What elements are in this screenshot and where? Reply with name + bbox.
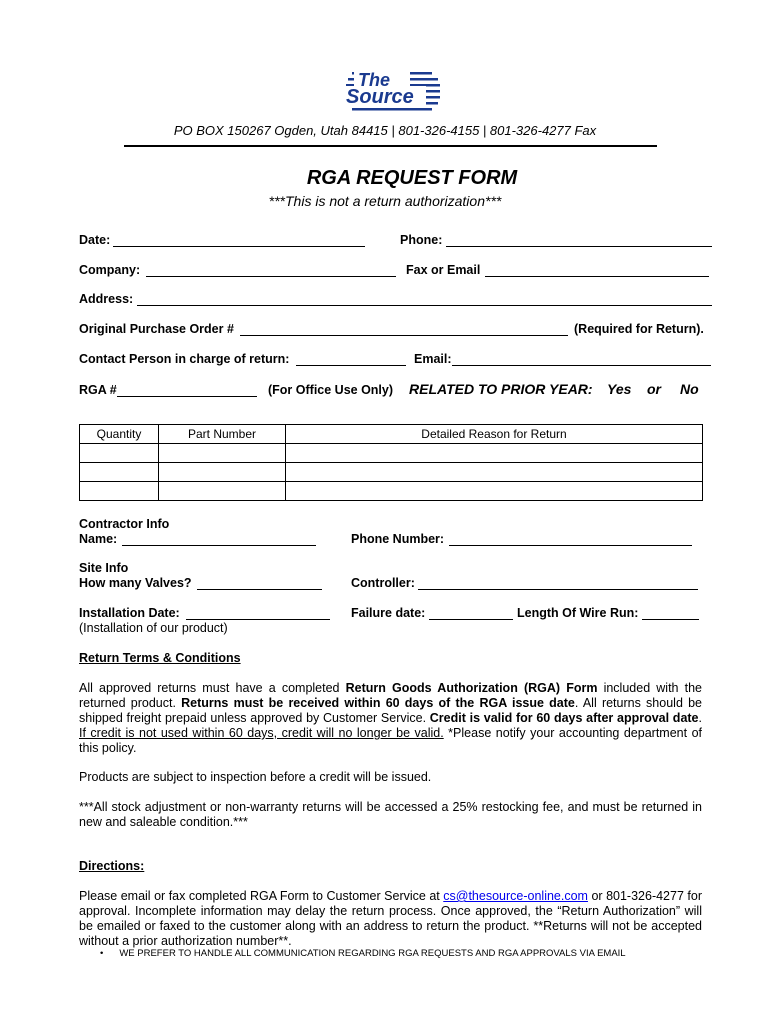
reason-cell[interactable] bbox=[286, 482, 703, 501]
email-label: Email: bbox=[414, 352, 452, 366]
table-header-row bbox=[80, 425, 703, 444]
valves-label: How many Valves? bbox=[79, 576, 192, 590]
return-items-table bbox=[79, 424, 703, 501]
customer-service-email-link[interactable]: cs@thesource-online.com bbox=[443, 889, 588, 903]
reason-cell[interactable] bbox=[286, 463, 703, 482]
address-field[interactable] bbox=[137, 305, 712, 306]
fax-email-label: Fax or Email bbox=[406, 263, 481, 277]
form-title: RGA REQUEST FORM bbox=[306, 167, 518, 189]
bullet-icon: • bbox=[100, 948, 104, 959]
logo-text-the: The bbox=[358, 70, 391, 90]
part-number-cell[interactable] bbox=[159, 444, 286, 463]
prior-year-label: RELATED TO PRIOR YEAR: bbox=[409, 381, 593, 397]
table-row bbox=[80, 482, 703, 501]
install-date-field[interactable] bbox=[186, 619, 330, 620]
prior-year-yes[interactable]: Yes bbox=[607, 381, 632, 397]
header-quantity: Quantity bbox=[80, 425, 159, 444]
wire-run-field[interactable] bbox=[642, 619, 699, 620]
rga-label: RGA # bbox=[79, 383, 117, 397]
wire-run-label: Length Of Wire Run: bbox=[517, 606, 639, 620]
part-number-cell[interactable] bbox=[159, 482, 286, 501]
form-subtitle: ***This is not a return authorization*** bbox=[268, 193, 502, 209]
reason-cell[interactable] bbox=[286, 444, 703, 463]
table-row bbox=[80, 463, 703, 482]
po-field[interactable] bbox=[240, 335, 568, 336]
company-field[interactable] bbox=[146, 276, 396, 277]
directions-heading: Directions: bbox=[79, 859, 145, 873]
phone-field[interactable] bbox=[446, 246, 712, 247]
prior-year-no[interactable]: No bbox=[680, 381, 699, 397]
quantity-cell[interactable] bbox=[80, 444, 159, 463]
fax-email-field[interactable] bbox=[485, 276, 709, 277]
po-note: (Required for Return). bbox=[574, 322, 704, 336]
failure-date-label: Failure date: bbox=[351, 606, 426, 620]
company-logo bbox=[338, 66, 446, 118]
terms-paragraph: All approved returns must have a completed Return Goods Authorization (RGA) Form included with the returned product. Returns must be received within 60 days of the RGA issue date. All returns should be shipped freight prepaid unless approved by Customer Service. Credit is valid for 60 days after approval date. If credit is not used within 60 days, credit will no longer be valid. *Please notify your accounting department of this policy. bbox=[79, 681, 703, 755]
contractor-phone-label: Phone Number: bbox=[351, 532, 445, 546]
po-label: Original Purchase Order # bbox=[79, 322, 234, 336]
header-reason: Detailed Reason for Return bbox=[286, 425, 703, 444]
company-label: Company: bbox=[79, 263, 141, 277]
contractor-phone-field[interactable] bbox=[449, 545, 692, 546]
controller-field[interactable] bbox=[418, 589, 698, 590]
logo-text-source: Source bbox=[346, 86, 414, 108]
part-number-cell[interactable] bbox=[159, 463, 286, 482]
site-heading: Site Info bbox=[79, 561, 129, 575]
table-row bbox=[80, 444, 703, 463]
company-address: PO BOX 150267 Ogden, Utah 84415 | 801-326-4155 | 801-326-4277 Fax bbox=[173, 123, 597, 138]
valves-field[interactable] bbox=[197, 589, 322, 590]
quantity-cell[interactable] bbox=[80, 463, 159, 482]
failure-date-field[interactable] bbox=[429, 619, 513, 620]
rga-field[interactable] bbox=[117, 396, 257, 397]
inspection-paragraph: Products are subject to inspection before a credit will be issued. bbox=[79, 770, 432, 784]
directions-paragraph: Please email or fax completed RGA Form to Customer Service at cs@thesource-online.com or 801-326-4277 for approval. Incomplete information may delay the return process. Once approved, the “Return Authorization” will be emailed or faxed to the customer along with an address to return the product. **Returns will not be accepted without a prior authorization number**. bbox=[79, 889, 702, 948]
phone-label: Phone: bbox=[400, 233, 443, 247]
address-label: Address: bbox=[79, 292, 134, 306]
email-field[interactable] bbox=[452, 365, 711, 366]
date-label: Date: bbox=[79, 233, 111, 247]
prior-year-or: or bbox=[647, 381, 661, 397]
contractor-heading: Contractor Info bbox=[79, 517, 170, 531]
contact-label: Contact Person in charge of return: bbox=[79, 352, 290, 366]
office-use-note: (For Office Use Only) bbox=[268, 383, 394, 397]
restocking-paragraph: ***All stock adjustment or non-warranty returns will be accessed a 25% restocking fee, and must be returned in new and saleable condition.*** bbox=[79, 800, 702, 829]
header-part-number: Part Number bbox=[159, 425, 286, 444]
header-divider bbox=[124, 145, 657, 147]
email-preference-note: • WE PREFER TO HANDLE ALL COMMUNICATION REGARDING RGA REQUESTS AND RGA APPROVALS VIA EMAIL bbox=[100, 948, 626, 959]
terms-heading: Return Terms & Conditions bbox=[79, 651, 241, 665]
install-note: (Installation of our product) bbox=[79, 621, 228, 635]
contact-field[interactable] bbox=[296, 365, 406, 366]
date-field[interactable] bbox=[113, 246, 365, 247]
quantity-cell[interactable] bbox=[80, 482, 159, 501]
contractor-name-label: Name: bbox=[79, 532, 118, 546]
contractor-name-field[interactable] bbox=[122, 545, 316, 546]
controller-label: Controller: bbox=[351, 576, 415, 590]
install-date-label: Installation Date: bbox=[79, 606, 180, 620]
